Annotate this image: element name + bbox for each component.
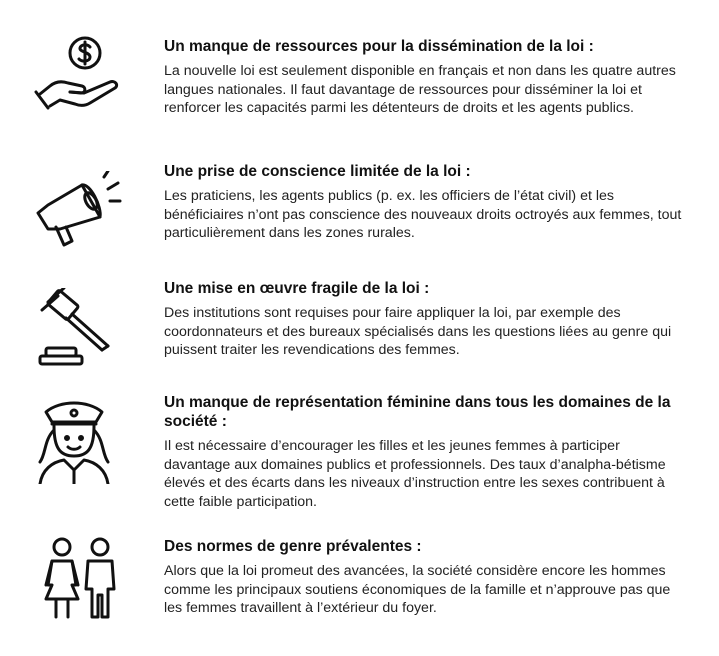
item-heading: Un manque de ressources pour la dissémination de la loi : — [164, 38, 594, 55]
item-text — [164, 162, 684, 243]
item-heading: Une prise de conscience limitée de la loi : — [164, 163, 471, 180]
item-body: Alors que la loi promeut des avancées, la société considère encore les hommes comme les principaux soutiens économiques de la famille et n’approuve pas que les femmes travaillent à l’extérieur du foyer. — [164, 563, 671, 616]
gavel-icon — [30, 288, 130, 368]
item-heading: Une mise en œuvre fragile de la loi : — [164, 280, 430, 297]
item-text — [164, 37, 684, 118]
woman-man-icon — [30, 537, 130, 619]
item-heading: Des normes de genre prévalentes : — [164, 538, 422, 555]
policewoman-icon — [30, 400, 130, 484]
item-body: Des institutions sont requises pour faire appliquer la loi, par exemple des coordonnateurs et des bureaux spécialisés dans les questions liées au genre qui puissent traiter les revendications des femmes. — [164, 305, 672, 358]
item-body: Les praticiens, les agents publics (p. ex. les officiers de l’état civil) et les bénéficiaires n’ont pas conscience des nouveaux droits octroyés aux femmes, tout particulièrement dans les zones rurales. — [164, 188, 682, 241]
megaphone-icon — [30, 171, 130, 251]
hand-dollar-icon — [30, 36, 130, 116]
item-body: La nouvelle loi est seulement disponible en français et non dans les quatre autres langues nationales. Il faut davantage de ressources pour disséminer la loi et renforcer les capacités parmi les détenteurs de droits et les agents publics. — [164, 63, 676, 116]
item-text — [164, 537, 684, 618]
item-body: Il est nécessaire d’encourager les filles et les jeunes femmes à participer davantage aux domaines publics et professionnels. Des taux d’analpha-bétisme élevés et des écarts dans les niveaux d’instruction entre les sexes contribuent à cette faible participation. — [164, 438, 666, 510]
item-heading: Un manque de représentation féminine dans tous les domaines de la société : — [164, 394, 671, 430]
item-text — [164, 393, 684, 511]
item-text — [164, 279, 684, 360]
